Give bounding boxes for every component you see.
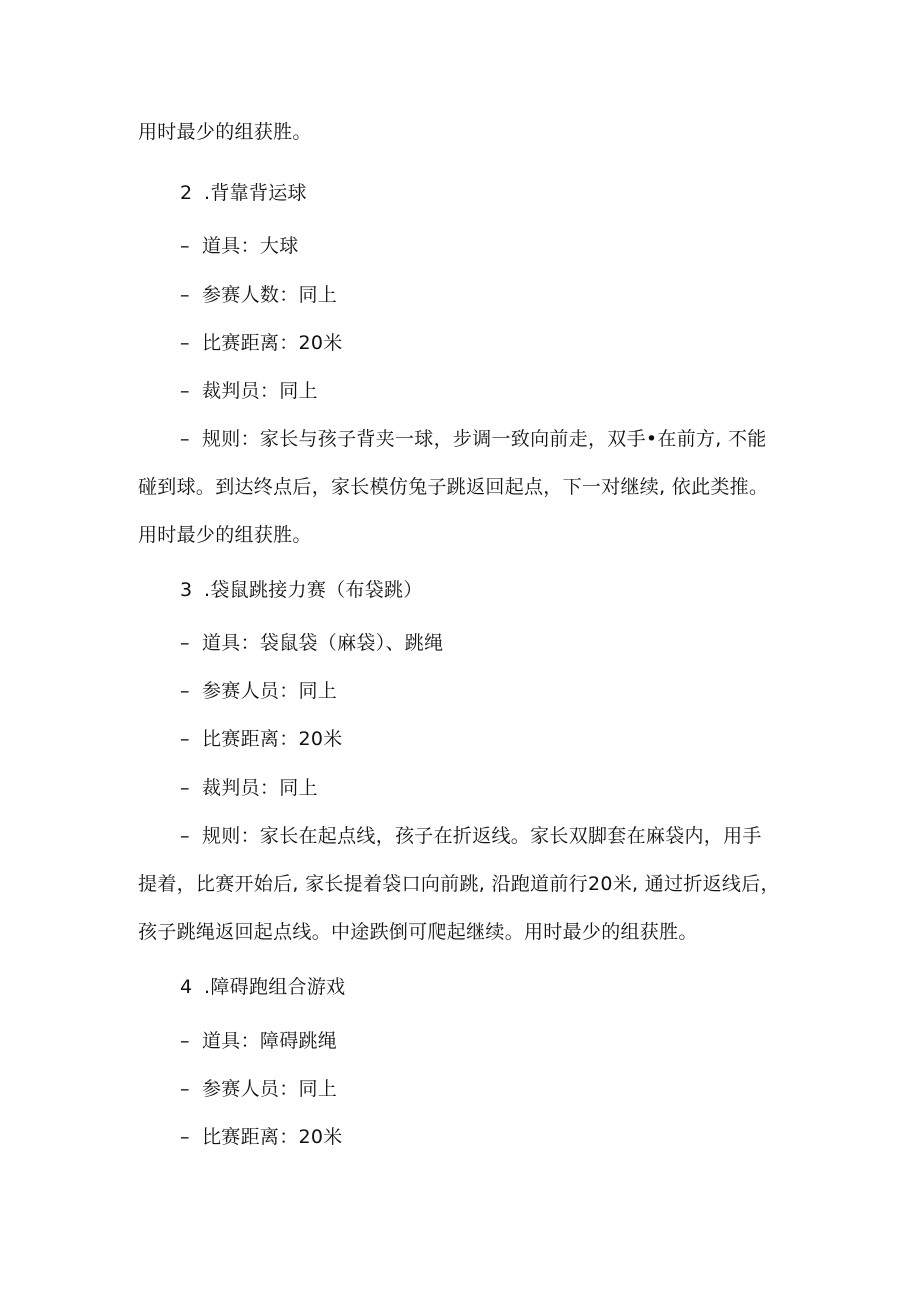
section-number: 4	[180, 976, 193, 998]
list-item	[180, 331, 343, 355]
list-item-text: 道具：大球	[202, 235, 299, 257]
dash-bullet: –	[180, 825, 190, 847]
list-item-text: 比赛距离：20米	[202, 1126, 343, 1148]
list-item-text: 参赛人数：同上	[202, 284, 338, 306]
list-item-text: 参赛人员：同上	[202, 1078, 338, 1100]
paragraph-line: 碰到球。到达终点后，家长模仿兔子跳返回起点，下一对继续, 依此类推。	[138, 476, 769, 498]
paragraph-line: 用时最少的组获胜。	[138, 524, 312, 546]
list-item	[180, 776, 318, 800]
list-item	[180, 679, 337, 703]
list-item-text: 裁判员：同上	[202, 777, 318, 799]
list-item	[180, 1029, 337, 1053]
list-item	[180, 1125, 343, 1149]
list-item-text: 道具：障碍跳绳	[202, 1030, 338, 1052]
list-item-text: 比赛距离：20米	[202, 728, 343, 750]
dash-bullet: –	[180, 680, 190, 702]
list-item-text: 裁判员：同上	[202, 380, 318, 402]
section-number: 3	[180, 579, 193, 601]
dash-bullet: –	[180, 1078, 190, 1100]
dash-bullet: –	[180, 428, 190, 450]
list-item	[180, 1077, 337, 1101]
dash-bullet: –	[180, 332, 190, 354]
dash-bullet: –	[180, 728, 190, 750]
section-title: .障碍跑组合游戏	[204, 976, 346, 998]
list-item	[180, 427, 767, 451]
list-item-text: 道具：袋鼠袋（麻袋）、跳绳	[202, 632, 444, 654]
paragraph-line: 提着，比赛开始后, 家长提着袋口向前跳, 沿跑道前行20米, 通过折返线后，	[138, 873, 780, 895]
section-title: .袋鼠跳接力赛（布袋跳）	[204, 579, 423, 601]
list-item	[180, 379, 318, 403]
list-item	[180, 727, 343, 751]
dash-bullet: –	[180, 632, 190, 654]
list-item-text: 参赛人员：同上	[202, 680, 338, 702]
dash-bullet: –	[180, 777, 190, 799]
paragraph-line: 用时最少的组获胜。	[138, 121, 312, 143]
list-item-text: 规则：家长在起点线，孩子在折返线。家长双脚套在麻袋内，用手	[202, 825, 762, 847]
paragraph-line: 孩子跳绳返回起点线。中途跌倒可爬起继续。用时最少的组获胜。	[138, 921, 698, 943]
list-item	[180, 283, 337, 307]
section-heading-4	[180, 975, 345, 999]
section-number: 2	[180, 182, 193, 204]
section-title: .背靠背运球	[204, 182, 307, 204]
section-heading-2	[180, 181, 307, 205]
list-item	[180, 631, 443, 655]
list-item	[180, 824, 762, 848]
dash-bullet: –	[180, 1030, 190, 1052]
dash-bullet: –	[180, 284, 190, 306]
section-heading-3	[180, 578, 423, 602]
list-item	[180, 234, 299, 258]
dash-bullet: –	[180, 235, 190, 257]
list-item-text: 比赛距离：20米	[202, 332, 343, 354]
list-item-text: 规则：家长与孩子背夹一球，步调一致向前走，双手•在前方, 不能	[202, 428, 767, 450]
dash-bullet: –	[180, 1126, 190, 1148]
dash-bullet: –	[180, 380, 190, 402]
